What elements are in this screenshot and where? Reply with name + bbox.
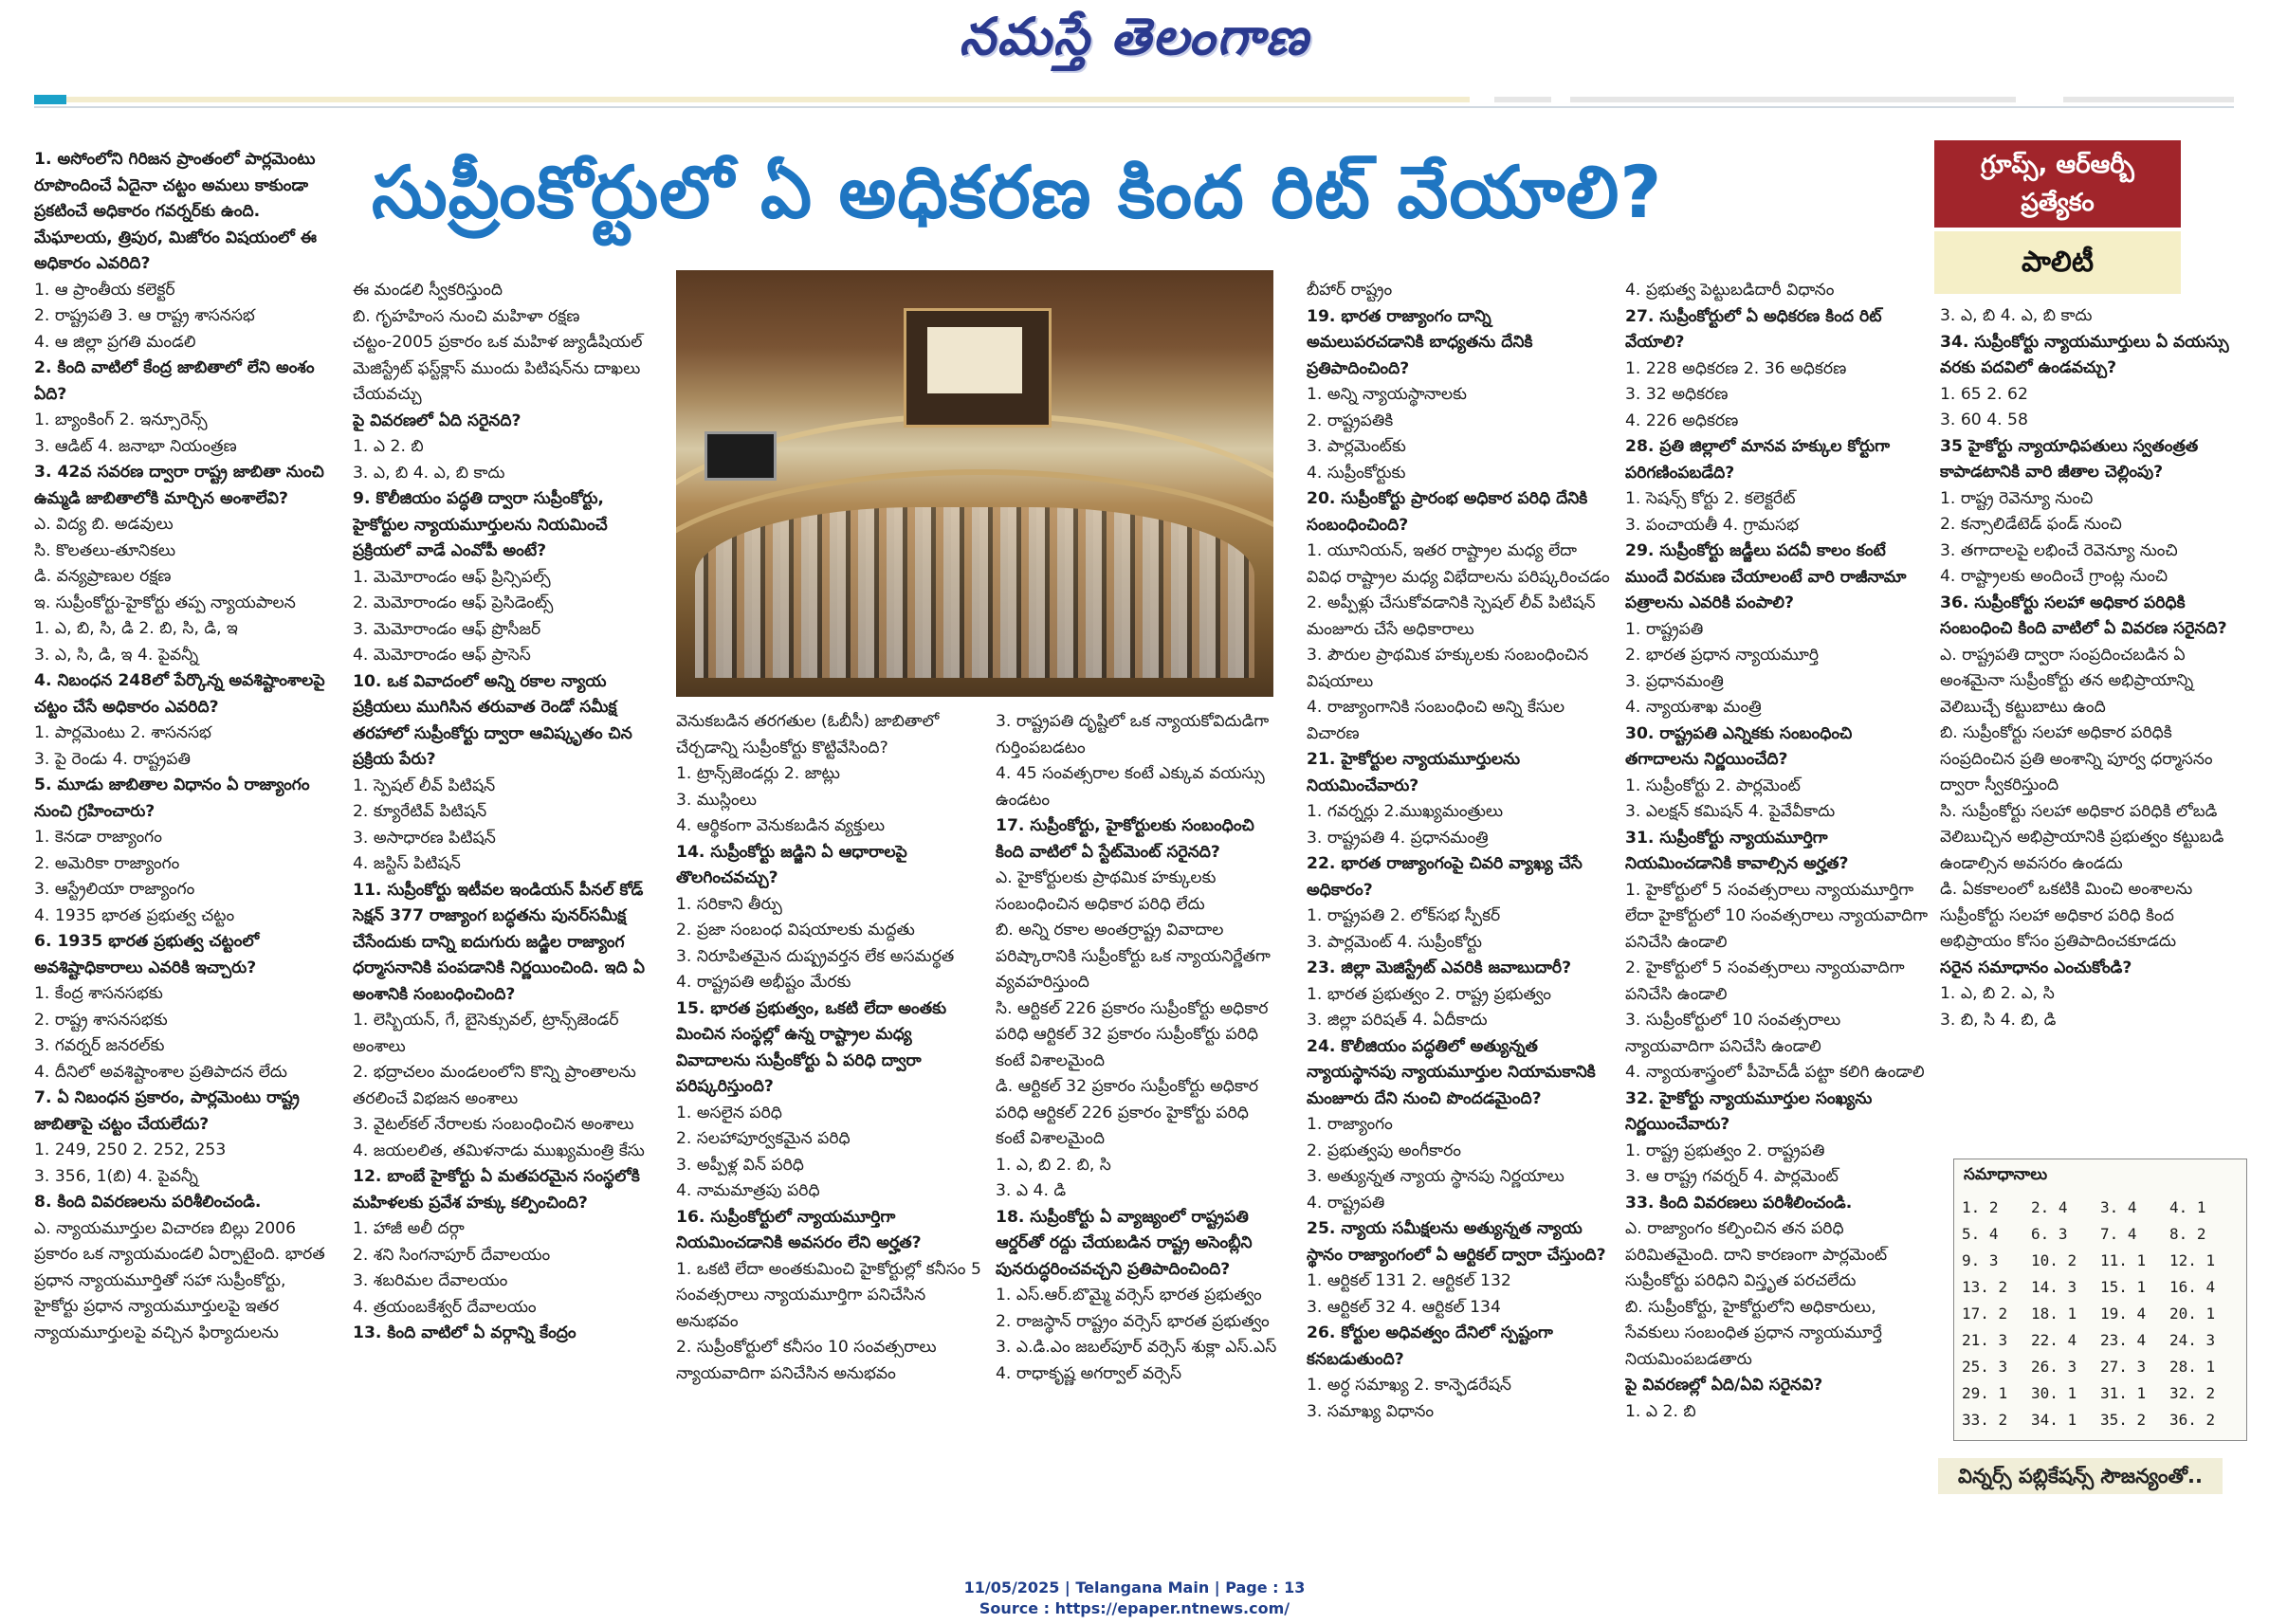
answer-option: 1. ఎ 2. బి	[353, 437, 424, 456]
answer-cell: 36. 2	[2169, 1410, 2216, 1429]
question-text: 12. బాంబే హైకోర్టు ఏ మతపరమైన సంస్థలోకి మహిళలకు ప్రవేశ హక్కు కల్పించింది?	[353, 1167, 640, 1213]
headline: సుప్రీంకోర్టులో ఏ అధికరణ కింద రిట్ వేయాలి?	[372, 150, 1663, 234]
question-text: 31. సుప్రీంకోర్టు న్యాయమూర్తిగా నియమించడానికి కావాల్సిన అర్హత?	[1625, 828, 1849, 873]
answer-option: 1. పార్లమెంటు 2. శాసనసభ	[34, 723, 211, 742]
question-text: 36. సుప్రీంకోర్టు సలహా అధికార పరిధికి సంబంధించి కింది వాటిలో ఏ వివరణ సరైనది?	[1940, 593, 2227, 638]
answer-option: 3. ఎ, సి, డి, ఇ 4. పైవన్నీ	[34, 645, 199, 665]
answer-option: 1. 249, 250 2. 252, 253	[34, 1140, 227, 1159]
answer-option: వెనుకబడిన తరగతుల (ఓబీసీ) జాబితాలో చేర్చడాన్ని సుప్రీంకోర్టు కొట్టివేసింది?	[676, 712, 940, 757]
answer-option: 1. రాష్ట్రపతి	[1625, 619, 1704, 639]
answer-option: డి. వన్యప్రాణుల రక్షణ	[34, 567, 172, 586]
answer-cell: 34. 1	[2031, 1410, 2077, 1429]
question-text: 23. జిల్లా మెజిస్ట్రేట్ ఎవరికి జవాబుదారీ?	[1307, 958, 1572, 977]
answer-option: బి. అన్ని రకాల అంతర్రాష్ట్ర వివాదాల పరిష్కారానికి సుప్రీంకోర్టు ఒక న్యాయనిర్ణేతగా వ్యవహరిస్తుంది	[996, 921, 1271, 992]
answer-option: 3. ఆడిట్ 4. జనాభా నియంత్రణ	[34, 436, 237, 456]
answer-option: 1. రాష్ట్రపతి 2. లోక్‌సభ స్పీకర్	[1307, 906, 1501, 925]
question-text: 8. కింది వివరణలను పరిశీలించండి.	[34, 1193, 262, 1212]
answer-option: 2. అప్పీళ్లు చేసుకోవడానికి స్పెషల్ లీవ్ పిటిషన్ మంజూరు చేసే అధికారాలు	[1307, 593, 1596, 639]
answer-option: 1. ఆర్టికల్ 131 2. ఆర్టికల్ 132	[1307, 1271, 1511, 1290]
answer-cell: 27. 3	[2100, 1357, 2147, 1376]
answer-option: 4. మెమోరాండం ఆఫ్ ప్రాసెస్	[353, 646, 531, 665]
answer-cell: 12. 1	[2169, 1250, 2216, 1269]
answer-option: 4. జస్టిస్ పిటిషన్	[353, 854, 461, 873]
answer-option: 2. సలహాపూర్వకమైన పరిధి	[676, 1129, 851, 1148]
answer-option: 3. పార్లమెంట్ 4. సుప్రీంకోర్టు	[1307, 932, 1482, 952]
answer-option: 4. జయలలిత, తమిళనాడు ముఖ్యమంత్రి కేసు	[353, 1140, 645, 1160]
answer-option: 3. రాష్ట్రపతి 4. ప్రధానమంత్రి	[1307, 828, 1489, 848]
answer-option: 3. ఎ, బి 4. ఎ, బి కాదు	[1940, 306, 2093, 325]
answer-cell: 29. 1	[1962, 1383, 2008, 1402]
question-text: 34. సుప్రీంకోర్టు న్యాయమూర్తులు ఏ వయస్సు వరకు పదవిలో ఉండవచ్చు?	[1940, 332, 2229, 377]
question-text: 29. సుప్రీంకోర్టు జడ్జీలు పదవీ కాలం కంటే ముందే విరమణ చేయాలంటే వారి రాజీనామా పత్రాలను ఎవరికి పంపాలి?	[1625, 541, 1907, 612]
answer-option: బి. సుప్రీంకోర్టు, హైకోర్టులోని అధికారులు, సేవకులు సంబంధిత ప్రధాన న్యాయమూర్తే నియమింపబడతారు	[1625, 1297, 1882, 1369]
question-text: 10. ఒక వివాదంలో అన్ని రకాల న్యాయ ప్రక్రియలు ముగిసిన తరువాత రెండో సమీక్ష తరహాలో సుప్రీంకోర్టు ద్వారా ఆవిష్కృతం చిన ప్రక్రియ పేరు?	[353, 671, 632, 769]
answer-option: 2. భద్రాచలం మండలంలోని కొన్ని ప్రాంతాలను తరలించే విభజన అంశాలు	[353, 1063, 636, 1108]
masthead	[0, 0, 2269, 68]
answer-option: 3. ముస్లింలు	[676, 790, 757, 810]
tv-screen	[704, 431, 777, 481]
answer-option: 4. ఆ జిల్లా ప్రగతి మండలి	[34, 332, 196, 352]
answer-option: 2. అమెరికా రాజ్యాంగం	[34, 853, 180, 873]
answer-option: 3. ఎ.డి.ఎం జబల్‌పూర్ వర్సెస్ శుక్లా ఎస్.ఎస్	[996, 1338, 1277, 1357]
question-text: 4. నిబంధన 248లో పేర్కొన్న అవశిష్టాంశాలపై చట్టం చేసే అధికారం ఎవరిది?	[34, 671, 325, 717]
column-3	[676, 709, 981, 1477]
answer-option: 2. సుప్రీంకోర్టులో కనీసం 10 సంవత్సరాలు న్యాయవాదిగా పనిచేసిన అనుభవం	[676, 1338, 937, 1383]
answer-option: సి. ఆర్టికల్ 226 ప్రకారం సుప్రీంకోర్టు అధికార పరిధి ఆర్టికల్ 32 ప్రకారం సుప్రీంకోర్టు పరిధి కంటే విశాలమైంది	[996, 998, 1269, 1070]
answer-option: 1. సెషన్స్ కోర్టు 2. కలెక్టరేట్	[1625, 489, 1796, 508]
answer-option: 2. ప్రభుత్వపు అంగీకారం	[1307, 1140, 1461, 1160]
answer-option: 3. రాష్ట్రపతి దృష్టిలో ఒక న్యాయకోవిదుడిగా గుర్తింపబడటం	[996, 712, 1270, 757]
answer-option: 4. రాధాకృష్ణ అగర్వాల్ వర్సెస్	[996, 1363, 1182, 1383]
answer-table	[1962, 1194, 2239, 1432]
answer-row	[1962, 1326, 2239, 1353]
answer-row	[1962, 1220, 2239, 1247]
answer-option: డి. ఏకకాలంలో ఒకటికి మించి అంశాలను సుప్రీంకోర్టు సలహా అధికార పరిధి కింద అభిప్రాయం కోసం ప్రతిపాదించకూడదు	[1940, 880, 2193, 951]
answer-option: 1. అర్ధ సమాఖ్య 2. కాన్ఫెడరేషన్	[1307, 1376, 1511, 1395]
answer-cell: 1. 2	[1962, 1197, 1999, 1216]
answer-option: బి. సుప్రీంకోర్టు సలహా అధికార పరిధికి సంప్రదించిన ప్రతి అంశాన్ని పూర్వ ధర్మాసనం ద్వారా స్వీకరిస్తుంది	[1940, 723, 2213, 794]
answer-option: ఎ. రాష్ట్రపతి ద్వారా సంప్రదించబడిన ఏ అంశమైనా సుప్రీంకోర్టు తన అభిప్రాయాన్ని వెలిబుచ్చే కట్టుబాటు ఉంది	[1940, 645, 2194, 717]
answer-option: 3. పార్లమెంట్‌కు	[1307, 437, 1406, 456]
answer-row	[1962, 1379, 2239, 1406]
footer-source: Source : https://epaper.ntnews.com/	[979, 1599, 1290, 1617]
answer-cell: 17. 2	[1962, 1304, 2008, 1323]
answer-cell: 28. 1	[2169, 1357, 2216, 1376]
courtesy-note: విన్నర్స్ పబ్లికేషన్స్ సౌజన్యంతో..	[1938, 1458, 2223, 1494]
answer-cell: 9. 3	[1962, 1250, 1999, 1269]
answer-option: 1. సరికాని తీర్పు	[676, 894, 782, 914]
section-badge	[1934, 140, 2181, 294]
answer-cell: 30. 1	[2031, 1383, 2077, 1402]
answer-option: 2. హైకోర్టులో 5 సంవత్సరాలు న్యాయవాదిగా పనిచేసి ఉండాలి	[1625, 958, 1905, 1004]
answer-option: ఎ. విద్య బి. అడవులు	[34, 515, 174, 534]
answer-cell: 22. 4	[2031, 1330, 2077, 1349]
answer-option: 3. 32 అధికరణ	[1625, 385, 1729, 404]
question-text: 18. సుప్రీంకోర్టు ఏ వ్యాజ్యంలో రాష్ట్రపతి ఆర్డర్‌తో రద్దు చేయబడిన రాష్ట్ర అసెంబ్లీని పునరుద్ధరించవచ్చని ప్రతిపాదించింది?	[996, 1207, 1253, 1279]
answer-option: 3. సమాఖ్య విధానం	[1307, 1401, 1435, 1421]
answer-cell: 31. 1	[2100, 1383, 2147, 1402]
answer-option: 1. మెమోరాండం ఆఫ్ ప్రిన్సిపల్స్	[353, 567, 551, 587]
question-text: 28. ప్రతి జిల్లాలో మానవ హక్కుల కోర్టుగా పరిగణింపబడేది?	[1625, 437, 1891, 483]
answer-option: 1. హాజీ అలీ దర్గా	[353, 1219, 465, 1238]
answer-cell: 14. 3	[2031, 1277, 2077, 1296]
answer-option: 4. రాజ్యాంగానికి సంబంధించి అన్ని కేసుల విచారణ	[1307, 698, 1565, 743]
answer-option: 4. ప్రభుత్వ పెట్టుబడిదారీ విధానం	[1625, 281, 1835, 300]
answer-cell: 26. 3	[2031, 1357, 2077, 1376]
answer-option: 2. రాష్ట్ర శాసనసభకు	[34, 1010, 168, 1030]
badge-title: గ్రూప్స్, ఆర్ఆర్బీ ప్రత్యేకం	[1934, 140, 2181, 228]
answer-option: 4. 1935 భారత ప్రభుత్వ చట్టం	[34, 905, 235, 925]
answer-option: ఈ మండలి స్వీకరిస్తుంది	[353, 281, 503, 300]
answer-key	[1953, 1159, 2247, 1441]
answer-option: 4. నామమాత్రపు పరిధి	[676, 1181, 820, 1200]
question-text: 20. సుప్రీంకోర్టు ప్రారంభ అధికార పరిధి దేనికి సంబంధించింది?	[1307, 489, 1588, 535]
answer-cell: 23. 4	[2100, 1330, 2147, 1349]
question-text: పై వివరణల్లో ఏది/ఏవి సరైనవి?	[1625, 1376, 1823, 1395]
answer-option: 1. ఎ, బి 2. బి, సి	[996, 1155, 1111, 1175]
answer-option: 1. కేంద్ర శాసనసభకు	[34, 984, 163, 1003]
answer-option: 2. మెమోరాండం ఆఫ్ ప్రెసిడెంట్స్	[353, 593, 554, 612]
answer-option: 3. 60 4. 58	[1940, 411, 2028, 429]
question-text: 9. కొలీజియం పద్ధతి ద్వారా సుప్రీంకోర్టు, హైకోర్టుల న్యాయమూర్తులను నియమించే ప్రక్రియలో వాడే ఎంవోపీ అంటే?	[353, 489, 608, 560]
answer-option: 1. సుప్రీంకోర్టు 2. పార్లమెంట్	[1625, 776, 1801, 795]
page-footer	[0, 1578, 2269, 1619]
answer-option: 1. భారత ప్రభుత్వం 2. రాష్ట్ర ప్రభుత్వం	[1307, 984, 1551, 1004]
answer-cell: 11. 1	[2100, 1250, 2147, 1269]
answer-option: 1. ఒకటి లేదా అంతకుమించి హైకోర్టుల్లో కనీసం 5 సంవత్సరాలు న్యాయమూర్తిగా పనిచేసిన అనుభవం	[676, 1259, 981, 1331]
answer-cell: 13. 2	[1962, 1277, 2008, 1296]
question-text: 21. హైకోర్టుల న్యాయమూర్తులను నియమించేవారు?	[1307, 750, 1521, 795]
answer-option: 4. సుప్రీంకోర్టుకు	[1307, 463, 1406, 483]
footer-date-edition: 11/05/2025 | Telangana Main | Page : 13	[963, 1578, 1306, 1597]
answer-option: 3. వైటల్‌కల్ నేరాలకు సంబంధించిన అంశాలు	[353, 1115, 634, 1134]
answer-cell: 4. 1	[2169, 1197, 2206, 1216]
answer-option: 2. రాష్ట్రపతికి	[1307, 411, 1394, 430]
answer-cell: 3. 4	[2100, 1197, 2137, 1216]
question-text: 30. రాష్ట్రపతి ఎన్నికకు సంబంధించి తగాదాలను నిర్ణయించేది?	[1625, 723, 1853, 769]
answer-option: 1. ఆ ప్రాంతీయ కలెక్టర్	[34, 280, 175, 300]
answer-option: 1. అన్ని న్యాయస్థానాలకు	[1307, 385, 1467, 404]
answer-option: 2. శని సింగనాపూర్ దేవాలయం	[353, 1245, 551, 1265]
answer-option: 4. న్యాయశాస్త్రంలో పీహెచ్‌డీ పట్టా కలిగి ఉండాలి	[1625, 1063, 1925, 1082]
question-text: పై వివరణలో ఏది సరైనది?	[353, 411, 522, 430]
answer-option: 3. ఎలక్షన్ కమిషన్ 4. పైవేవీకాదు	[1625, 802, 1836, 821]
answer-option: 2. ప్రజా సంబంధ విషయాలకు మద్దతు	[676, 921, 915, 940]
answer-option: 1. ఎ, బి 2. ఎ, సి	[1940, 984, 2055, 1003]
answer-option: 1. బ్యాంకింగ్ 2. ఇన్సూరెన్స్	[34, 411, 208, 429]
newspaper-logo: నమస్తే తెలంగాణ	[959, 6, 1310, 66]
answer-option: బి. గృహహింస నుంచి మహిళా రక్షణ చట్టం-2005 ప్రకారం ఒక మహిళ జ్యుడీషియల్ మెజిస్ట్రేట్ ఫస్ట్‌క్లాస్ ముందు పిటిషన్‌ను దాఖలు చేయవచ్చు	[353, 306, 643, 404]
answer-option: 1. గవర్నర్లు 2.ముఖ్యమంత్రులు	[1307, 802, 1504, 821]
answer-option: 1. 65 2. 62	[1940, 384, 2028, 404]
answer-option: 1. 228 అధికరణ 2. 36 అధికరణ	[1625, 358, 1847, 378]
column-4	[996, 709, 1280, 1477]
badge-subject: పాలిటీ	[1934, 231, 2181, 294]
answer-option: 3. శబరిమల దేవాలయం	[353, 1271, 508, 1290]
answer-option: 4. దీనిలో అవశిష్టాంశాల ప్రతిపాదన లేదు	[34, 1062, 288, 1082]
answer-cell: 16. 4	[2169, 1277, 2216, 1296]
answer-option: 3. 356, 1(బి) 4. పైవన్నీ	[34, 1166, 198, 1186]
answer-option: 3. నిరూపితమైన దుష్ప్రవర్తన లేక అసమర్థత	[676, 946, 955, 966]
answer-cell: 21. 3	[1962, 1330, 2008, 1349]
column-1	[34, 147, 330, 1465]
column-5	[1307, 278, 1612, 1474]
answer-option: 1. లెస్బియన్, గే, బైసెక్సువల్, ట్రాన్స్‌జెండర్ అంశాలు	[353, 1011, 619, 1056]
answer-option: 1. అసలైన పరిధి	[676, 1103, 782, 1122]
answer-option: 3. ప్రధానమంత్రి	[1625, 671, 1724, 691]
question-text: 7. ఏ నిబంధన ప్రకారం, పార్లమెంటు రాష్ట్ర జాబితాపై చట్టం చేయలేదు?	[34, 1088, 300, 1134]
answer-option: ఎ. న్యాయమూర్తుల విచారణ బిల్లు 2006 ప్రకారం ఒక న్యాయమండలి ఏర్పాటైంది. భారత ప్రధాన న్యాయమూర్తితో సహా సుప్రీంకోర్టు, హైకోర్టు ప్రధాన న్యాయమూర్తులపై ఇతర న్యాయమూర్తులపై వచ్చిన ఫిర్యాదులను	[34, 1218, 325, 1342]
top-rule	[34, 95, 2234, 104]
question-text: 26. కోర్టుల అధివత్వం దేనిలో స్పష్టంగా కనబడుతుంది?	[1307, 1323, 1553, 1369]
answer-option: ఇ. సుప్రీంకోర్టు-హైకోర్టు తప్ప న్యాయపాలన	[34, 593, 296, 612]
answer-option: బీహార్ రాష్ట్రం	[1307, 281, 1393, 300]
answer-option: 3. పంచాయతీ 4. గ్రామసభ	[1625, 515, 1800, 535]
question-text: 13. కింది వాటిలో ఏ వర్గాన్ని కేంద్రం	[353, 1323, 576, 1342]
answer-option: ఎ. హైకోర్టులకు ప్రాథమిక హక్కులకు సంబంధించిన అధికార పరిధి లేదు	[996, 868, 1217, 914]
answer-option: 2. రాష్ట్రపతి 3. ఆ రాష్ట్ర శాసనసభ	[34, 306, 255, 325]
answer-cell: 24. 3	[2169, 1330, 2216, 1349]
answer-option: 1. ఎ 2. బి	[1625, 1401, 1696, 1421]
answer-option: 2. కన్సాలిడేటెడ్ ఫండ్ నుంచి	[1940, 515, 2122, 534]
answer-option: 3. గవర్నర్ జనరల్‌కు	[34, 1036, 165, 1055]
answer-cell: 19. 4	[2100, 1304, 2147, 1323]
answer-option: 3. ఆస్ట్రేలియా రాజ్యాంగం	[34, 880, 195, 899]
question-text: 6. 1935 భారత ప్రభుత్వ చట్టంలో అవశిష్టాధికారాలు ఎవరికి ఇచ్చారు?	[34, 932, 260, 977]
answer-option: 3. అసాధారణ పిటిషన్	[353, 828, 496, 848]
answer-cell: 2. 4	[2031, 1197, 2068, 1216]
answer-option: 1. యూనియన్, ఇతర రాష్ట్రాల మధ్య లేదా వివిధ రాష్ట్రాల మధ్య విభేదాలను పరిష్కరించడం	[1307, 541, 1610, 587]
answer-cell: 25. 3	[1962, 1357, 2008, 1376]
answer-option: డి. ఆర్టికల్ 32 ప్రకారం సుప్రీంకోర్టు అధికార పరిధి ఆర్టికల్ 226 ప్రకారం హైకోర్టు పరిధి కంటే విశాలమైంది	[996, 1077, 1259, 1148]
answer-cell: 35. 2	[2100, 1410, 2147, 1429]
answer-option: 1. హైకోర్టులో 5 సంవత్సరాలు న్యాయమూర్తిగా లేదా హైకోర్టులో 10 సంవత్సరాలు న్యాయవాదిగా పనిచేసి ఉండాలి	[1625, 880, 1929, 952]
answer-cell: 32. 2	[2169, 1383, 2216, 1402]
answer-row	[1962, 1353, 2239, 1379]
answer-cell: 5. 4	[1962, 1224, 1999, 1243]
answer-cell: 15. 1	[2100, 1277, 2147, 1296]
answer-cell: 10. 2	[2031, 1250, 2077, 1269]
answer-option: 1. ఎ, బి, సి, డి 2. బి, సి, డి, ఇ	[34, 619, 238, 638]
question-text: 5. మూడు జాబితాల విధానం ఏ రాజ్యాంగం నుంచి గ్రహించారు?	[34, 776, 310, 821]
answer-key-title: సమాధానాలు	[1964, 1165, 2048, 1184]
answer-option: 3. మెమోరాండం ఆఫ్ ప్రొసీజర్	[353, 619, 541, 639]
question-text: 27. సుప్రీంకోర్టులో ఏ అధికరణ కింద రిట్ వేయాలి?	[1625, 306, 1882, 352]
answer-option: 2. భారత ప్రధాన న్యాయమూర్తి	[1625, 646, 1820, 665]
answer-option: 3. ఎ 4. డి	[996, 1181, 1067, 1200]
answer-option: 2. రాజస్థాన్ రాష్ట్రం వర్సెస్ భారత ప్రభుత్వం	[996, 1311, 1270, 1331]
question-text: 14. సుప్రీంకోర్టు జడ్జిని ఏ ఆధారాలపై తొలగించవచ్చు?	[676, 842, 907, 887]
answer-option: 1. ట్రాన్స్‌జెండర్లు 2. జాట్లు	[676, 764, 840, 783]
answer-option: 4. రాష్ట్రపతి అభీష్టం మేరకు	[676, 973, 851, 992]
answer-option: 4. ఆర్థికంగా వెనుకబడిన వ్యక్తులు	[676, 816, 886, 835]
answer-option: సి. కొలతలు-తూనికలు	[34, 540, 176, 560]
answer-option: 3. జిల్లా పరిషత్ 4. ఏదీకాదు	[1307, 1011, 1488, 1030]
answer-row	[1962, 1247, 2239, 1273]
answer-option: 1. రాజ్యాంగం	[1307, 1115, 1393, 1134]
answer-option: 4. త్రయంబకేశ్వర్ దేవాలయం	[353, 1297, 537, 1317]
answer-option: 4. రాష్ట్రపతి	[1307, 1193, 1385, 1213]
answer-option: 1. కెనడా రాజ్యాంగం	[34, 828, 162, 847]
answer-option: 1. రాష్ట్ర రెవెన్యూ నుంచి	[1940, 488, 2094, 508]
question-text: 24. కొలీజియం పద్ధతిలో అత్యున్నత న్యాయస్థానపు న్యాయమూర్తుల నియామకానికి మంజూరు దేని నుంచి పొందడమైంది?	[1307, 1036, 1596, 1108]
column-2	[353, 278, 664, 1472]
question-text: 25. న్యాయ సమీక్షలను అత్యున్నత న్యాయ స్థానం రాజ్యాంగంలో ఏ ఆర్టికల్ ద్వారా చేస్తుంది?	[1307, 1219, 1606, 1265]
answer-option: 1. ఎస్.ఆర్.బొమ్మై వర్సెస్ భారత ప్రభుత్వం	[996, 1286, 1262, 1305]
answer-row	[1962, 1273, 2239, 1300]
answer-option: 3. తగాదాలపై లభించే రెవెన్యూ నుంచి	[1940, 540, 2178, 560]
answer-cell: 18. 1	[2031, 1304, 2077, 1323]
question-text: 22. భారత రాజ్యాంగంపై చివరి వ్యాఖ్య చేసే అధికారం?	[1307, 854, 1583, 900]
answer-row	[1962, 1406, 2239, 1432]
question-text: సరైన సమాధానం ఎంచుకోండి?	[1940, 958, 2132, 977]
answer-option: 4. న్యాయశాఖ మంత్రి	[1625, 698, 1762, 717]
answer-cell: 33. 2	[1962, 1410, 2008, 1429]
answer-option: 3. ఎ, బి 4. ఎ, బి కాదు	[353, 463, 505, 483]
answer-option: 3. అత్యున్నత న్యాయ స్థానపు నిర్ణయాలు	[1307, 1167, 1565, 1186]
question-text: 19. భారత రాజ్యాంగం దాన్ని అమలుపరచడానికి బాధ్యతను దేనికి ప్రతిపాదించింది?	[1307, 306, 1533, 378]
answer-option: 4. 226 అధికరణ	[1625, 411, 1739, 430]
answer-option: 3. పౌరుల ప్రాథమిక హక్కులకు సంబంధించిన విషయాలు	[1307, 646, 1589, 691]
answer-cell: 7. 4	[2100, 1224, 2137, 1243]
answer-option: 3. ఆర్టికల్ 32 4. ఆర్టికల్ 134	[1307, 1297, 1501, 1317]
answer-cell: 20. 1	[2169, 1304, 2216, 1323]
question-text: 33. కింది వివరణలు పరిశీలించండి.	[1625, 1193, 1853, 1213]
answer-option: 2. క్యూరేటివ్ పిటిషన్	[353, 802, 487, 821]
question-text: 1. అసోంలోని గిరిజన ప్రాంతంలో పార్లమెంటు రూపొందించే ఏదైనా చట్టం అమలు కాకుండా ప్రకటించే అధికారం గవర్నర్‌కు ఉంది. మేఘాలయ, త్రిపుర, మిజోరం విషయంలో ఈ అధికారం ఎవరిది?	[34, 150, 317, 273]
question-text: 3. 42వ సవరణ ద్వారా రాష్ట్ర జాబితా నుంచి ఉమ్మడి జాబితాలోకి మార్చిన అంశాలేవి?	[34, 463, 324, 508]
answer-option: 1. రాష్ట్ర ప్రభుత్వం 2. రాష్ట్రపతి	[1625, 1140, 1825, 1160]
answer-option: 3. అప్పీళ్ల విన్ పరిధి	[676, 1155, 804, 1175]
answer-option: 4. రాష్ట్రాలకు అందించే గ్రాంట్ల నుంచి	[1940, 567, 2168, 586]
answer-row	[1962, 1194, 2239, 1220]
answer-row	[1962, 1300, 2239, 1326]
answer-cell: 6. 3	[2031, 1224, 2068, 1243]
column-6	[1625, 278, 1929, 1474]
question-text: 15. భారత ప్రభుత్వం, ఒకటి లేదా అంతకు మించిన సంస్థల్లో ఉన్న రాష్ట్రాల మధ్య వివాదాలను సుప్రీంకోర్టు ఏ పరిధి ద్వారా పరిష్కరిస్తుంది?	[676, 998, 947, 1096]
answer-option: 4. 45 సంవత్సరాల కంటే ఎక్కువ వయస్సు ఉండటం	[996, 764, 1265, 810]
answer-option: 3. సుప్రీంకోర్టులో 10 సంవత్సరాలు న్యాయవాదిగా పనిచేసి ఉండాలి	[1625, 1011, 1841, 1056]
question-text: 35 హైకోర్టు న్యాయాధిపతులు స్వతంత్రత కాపాడటానికి వారి జీతాల చెల్లింపు?	[1940, 436, 2199, 482]
answer-cell: 8. 2	[2169, 1224, 2206, 1243]
column-7	[1940, 303, 2242, 1138]
answer-option: ఎ. రాజ్యాంగం కల్పించిన తన పరిధి పరిమితమైంది. దాని కారణంగా పార్లమెంట్ సుప్రీంకోర్టు పరిధిని విస్తృత పరచలేదు	[1625, 1219, 1888, 1290]
answer-option: 1. స్పెషల్ లీవ్ పిటిషన్	[353, 776, 496, 795]
question-text: 16. సుప్రీంకోర్టులో న్యాయమూర్తిగా నియమించడానికి అవసరం లేని అర్హత?	[676, 1207, 922, 1252]
question-text: 17. సుప్రీంకోర్టు, హైకోర్టులకు సంబంధించి కింది వాటిలో ఏ స్టేట్‌మెంట్ సరైనది?	[996, 816, 1254, 862]
answer-option: 3. ఆ రాష్ట్ర గవర్నర్ 4. పార్లమెంట్	[1625, 1167, 1839, 1186]
parliament-photo	[676, 270, 1273, 697]
answer-option: 3. బి, సి 4. బి, డి	[1940, 1010, 2057, 1030]
question-text: 2. కింది వాటిలో కేంద్ర జాబితాలో లేని అంశం ఏది?	[34, 358, 315, 404]
question-text: 11. సుప్రీంకోర్టు ఇటీవల ఇండియన్ పీనల్ కోడ్ సెక్షన్ 377 రాజ్యాంగ బద్ధతను పునర్‌సమీక్ష చేసేందుకు దాన్ని ఐదుగురు జడ్జిల రాజ్యాంగ ధర్మాసనానికి పంపడానికి నిర్ణయించింది. ఇది ఏ అంశానికి సంబంధించింది?	[353, 880, 645, 1004]
question-text: 32. హైకోర్టు న్యాయమూర్తుల సంఖ్యను నిర్ణయించేవారు?	[1625, 1088, 1873, 1134]
answer-option: సి. సుప్రీంకోర్టు సలహా అధికార పరిధికి లోబడి వెలిబుచ్చిన అభిప్రాయానికి ప్రభుత్వం కట్టుబడి ఉండాల్సిన అవసరం ఉండదు	[1940, 801, 2224, 873]
answer-option: 3. పై రెండు 4. రాష్ట్రపతి	[34, 749, 191, 769]
